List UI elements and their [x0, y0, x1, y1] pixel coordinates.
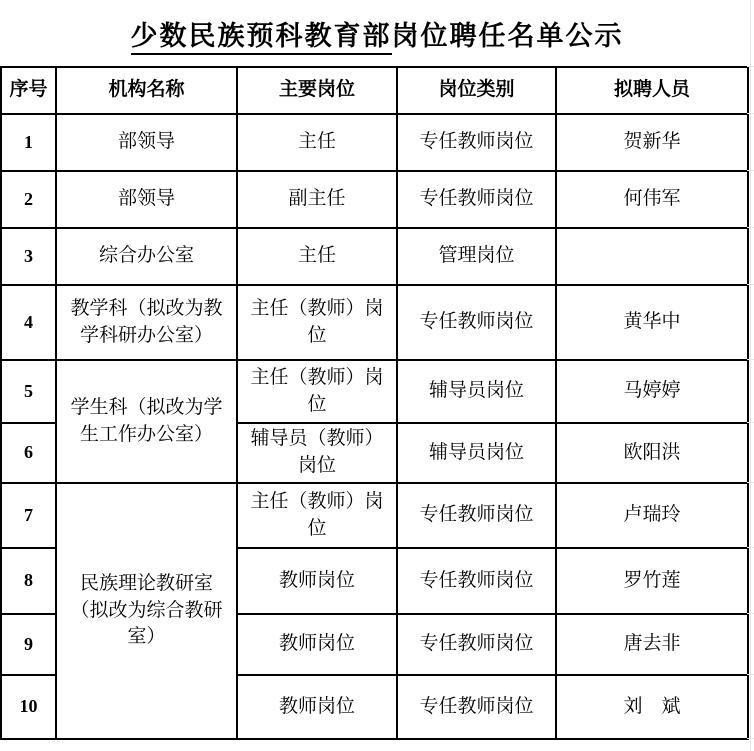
cell-org: 部领导: [56, 171, 237, 228]
cell-org-merged: 学生科（拟改为学生工作办公室）: [56, 360, 237, 483]
cell-person: [556, 228, 748, 285]
cell-position: 教师岗位: [237, 548, 397, 614]
cell-position: 主任（教师）岗位: [237, 285, 397, 360]
header-category: 岗位类别: [397, 67, 556, 114]
cell-person: 欧阳洪: [556, 423, 748, 483]
spreadsheet-gridline-stub: [747, 613, 754, 614]
spreadsheet-gridline-stub: [747, 66, 754, 67]
cell-no: 2: [1, 171, 56, 228]
header-position: 主要岗位: [237, 67, 397, 114]
spreadsheet-gridline-stub: [747, 422, 754, 423]
title-area: [0, 0, 754, 66]
cell-org: 部领导: [56, 114, 237, 171]
cell-person: 唐去非: [556, 614, 748, 675]
cell-position: 副主任: [237, 171, 397, 228]
cell-position: 主任（教师）岗位: [237, 360, 397, 423]
cell-person: 刘 斌: [556, 675, 748, 739]
spreadsheet-gridline-stub: [747, 482, 754, 483]
cell-position: 主任: [237, 228, 397, 285]
cell-no: 9: [1, 614, 56, 675]
page-title: [131, 14, 624, 53]
cell-no: 10: [1, 675, 56, 739]
cell-no: 3: [1, 228, 56, 285]
cell-person: 马婷婷: [556, 360, 748, 423]
cell-category: 专任教师岗位: [397, 483, 556, 548]
cell-no: 8: [1, 548, 56, 614]
header-no: 序号: [1, 67, 56, 114]
cell-org: 教学科（拟改为教学科研办公室）: [56, 285, 237, 360]
cell-person: 罗竹莲: [556, 548, 748, 614]
cell-no: 4: [1, 285, 56, 360]
cell-position: 辅导员（教师）岗位: [237, 423, 397, 483]
cell-category: 辅导员岗位: [397, 423, 556, 483]
cell-position: 主任: [237, 114, 397, 171]
table-row: [1, 171, 748, 228]
cell-no: 1: [1, 114, 56, 171]
header-person: 拟聘人员: [556, 67, 748, 114]
header-org: 机构名称: [56, 67, 237, 114]
cell-category: 专任教师岗位: [397, 285, 556, 360]
cell-category: 专任教师岗位: [397, 614, 556, 675]
cell-position: 主任（教师）岗位: [237, 483, 397, 548]
cell-category: 专任教师岗位: [397, 548, 556, 614]
table-row: [1, 285, 748, 360]
table-row: [1, 228, 748, 285]
page-title-underlined-part: 少数民族预科教育部: [131, 21, 392, 55]
table-row: [1, 483, 748, 548]
cell-position: 教师岗位: [237, 675, 397, 739]
cell-category: 辅导员岗位: [397, 360, 556, 423]
spreadsheet-gridline-stub: [747, 170, 754, 171]
cell-org: 综合办公室: [56, 228, 237, 285]
cell-person: 卢瑞玲: [556, 483, 748, 548]
spreadsheet-gridline-stub: [747, 674, 754, 675]
cell-position: 教师岗位: [237, 614, 397, 675]
cell-person: 黄华中: [556, 285, 748, 360]
cell-category: 专任教师岗位: [397, 114, 556, 171]
cell-person: 贺新华: [556, 114, 748, 171]
cell-no: 6: [1, 423, 56, 483]
spreadsheet-gridline-stub: [747, 359, 754, 360]
cell-person: 何伟军: [556, 171, 748, 228]
table-row: [1, 360, 748, 423]
appointment-table: [0, 66, 749, 740]
page-title-rest: 岗位聘任名单公示: [391, 20, 624, 51]
spreadsheet-gridline-stub: [747, 284, 754, 285]
spreadsheet-gridline-stub: [747, 547, 754, 548]
cell-no: 7: [1, 483, 56, 548]
table-header-row: [1, 67, 748, 114]
cell-org-merged: 民族理论教研室（拟改为综合教研室）: [56, 483, 237, 739]
spreadsheet-gridline-stub: [747, 227, 754, 228]
spreadsheet-gridline-stub: [747, 738, 754, 739]
cell-no: 5: [1, 360, 56, 423]
table-row: [1, 114, 748, 171]
spreadsheet-gridline-stub: [747, 113, 754, 114]
cell-category: 专任教师岗位: [397, 675, 556, 739]
cell-category: 专任教师岗位: [397, 171, 556, 228]
cell-category: 管理岗位: [397, 228, 556, 285]
